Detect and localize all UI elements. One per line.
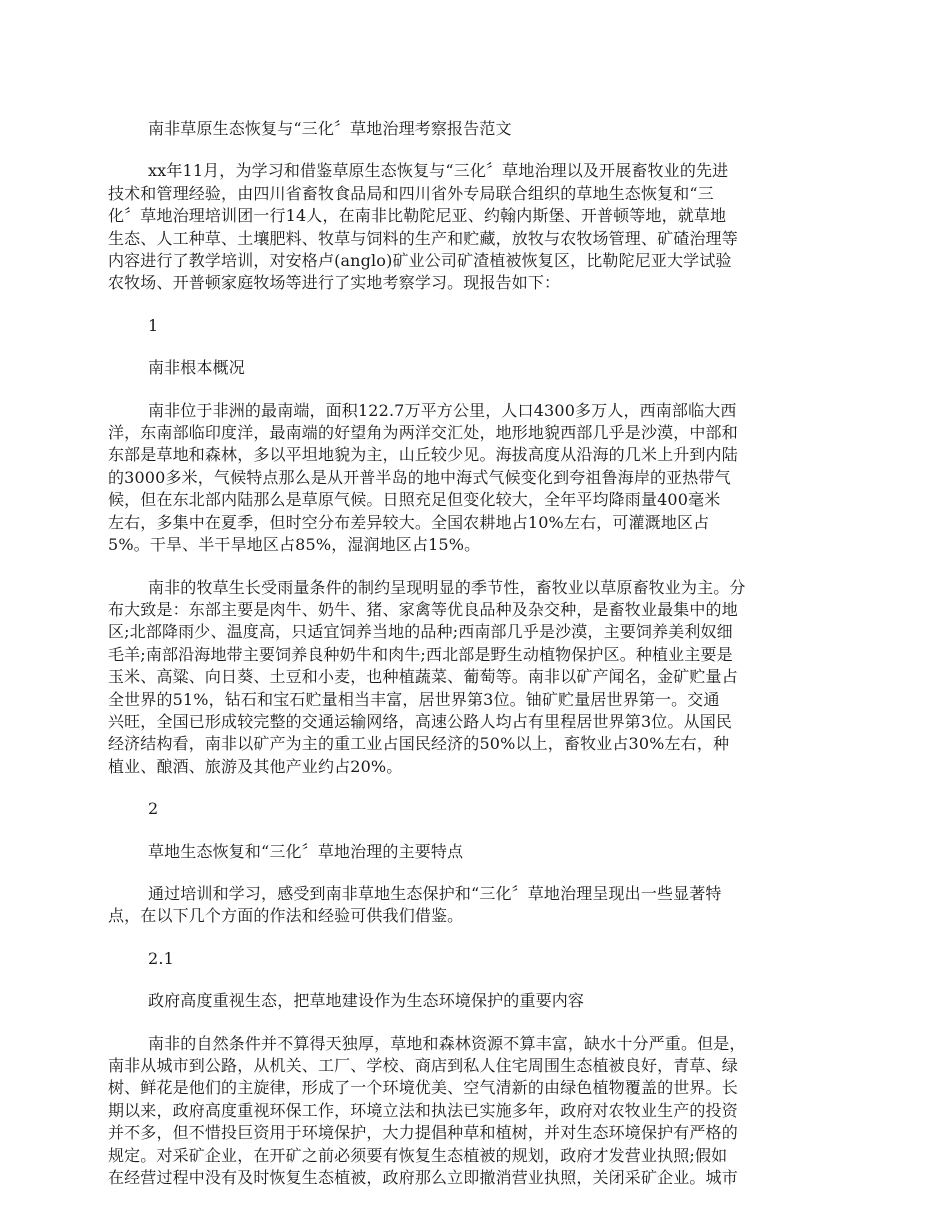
text-line: 树、鲜花是他们的主旋律，形成了一个环境优美、空气清新的由绿色植物覆盖的世界。长 [108,1078,738,1098]
paragraph [108,577,842,779]
text-line: 点，在以下几个方面的作法和经验可供我们借鉴。 [108,906,464,926]
text-line: 左右，多集中在夏季，但时空分布差异较大。全国农耕地占10%左右，可灌溉地区占 [108,512,710,532]
section-heading [108,841,842,863]
text-line: 2.1 [148,948,174,968]
text-line: 玉米、高粱、向日葵、土豆和小麦，也种植蔬菜、葡萄等。南非以矿产闻名，金矿贮量占 [108,667,738,687]
text-line: 南非的牧草生长受雨量条件的制约呈现明显的季节性，畜牧业以草原畜牧业为主。分 [148,577,746,597]
text-line: 内容进行了教学培训，对安格卢(anglo)矿业公司矿渣植被恢复区，比勒陀尼亚大学试验 [108,251,732,271]
text-line: 政府高度重视生态，把草地建设作为生态环境保护的重要内容 [148,991,585,1011]
section-heading [108,990,842,1012]
text-line: 规定。对采矿企业，在开矿之前必须要有恢复生态植被的规划，政府才发营业执照;假如 [108,1145,728,1165]
text-line: 候，但在东北部内陆那么是草原气候。日照充足但变化较大，全年平均降雨量400毫米 [108,490,721,510]
text-line: 5%。干旱、半干旱地区占85%，湿润地区占15%。 [108,535,481,555]
text-line: 草地生态恢复和“三化〞草地治理的主要特点 [148,841,464,861]
section-heading [108,798,842,820]
text-line: 农牧场、开普顿家庭牧场等进行了实地考察学习。现报告如下： [108,273,561,293]
paragraph [108,400,842,557]
paragraph [108,160,842,294]
paragraph [108,883,842,928]
text-line: 的3000多米，气候特点那么是从开普半岛的地中海式气候变化到夸祖鲁海岸的亚热带气 [108,467,731,487]
text-line: 经济结构看，南非以矿产为主的重工业占国民经济的50%以上，畜牧业占30%左右，种 [108,734,730,754]
text-line: 南非位于非洲的最南端，面积122.7万平方公里，人口4300多万人，西南部临大西 [148,400,737,420]
text-line: 化〞草地治理培训团一行14人，在南非比勒陀尼亚、约翰内斯堡、开普顿等地，就草地 [108,206,727,226]
text-line: 布大致是：东部主要是肉牛、奶牛、猪、家禽等优良品种及杂交种，是畜牧业最集中的地 [108,599,738,619]
text-line: 通过培训和学习，感受到南非草地生态保护和“三化〞草地治理呈现出一些显著特 [148,883,722,903]
text-line: 生态、人工种草、土壤肥料、牧草与饲料的生产和贮藏，放牧与农牧场管理、矿碴治理等 [108,228,738,248]
text-line: 全世界的51%，钻石和宝石贮量相当丰富，居世界第3位。铀矿贮量居世界第一。交通 [108,689,720,709]
text-line: 并不多，但不惜投巨资用于环境保护，大力提倡种草和植树，并对生态环境保护有严格的 [108,1123,738,1143]
document-body [108,160,842,1189]
text-line: 技术和管理经验，由四川省畜牧食品局和四川省外专局联合组织的草地生态恢复和“三 [108,183,714,203]
text-line: 植业、酿酒、旅游及其他产业约占20%。 [108,756,403,776]
section-heading [108,357,842,379]
text-line: 南非根本概况 [148,358,245,378]
text-line: 洋，东南部临印度洋，最南端的好望角为两洋交汇处，地形地貌西部几乎是沙漠，中部和 [108,423,738,443]
text-line: 南非从城市到公路，从机关、工厂、学校、商店到私人住宅周围生态植被良好，青草、绿 [108,1056,738,1075]
text-line: 在经营过程中没有及时恢复生态植被，政府那么立即撤消营业执照，关闭采矿企业。城市 [108,1168,738,1188]
document-page [108,118,842,1209]
text-line: 南非的自然条件并不算得天独厚，草地和森林资源不算丰富，缺水十分严重。但是， [148,1033,746,1053]
title-line: 南非草原生态恢复与“三化〞草地治理考察报告范文 [148,119,512,138]
text-line: 东部是草地和森林，多以平坦地貌为主，山丘较少见。海拔高度从沿海的几米上升到内陆 [108,445,738,465]
text-line: xx年11月，为学习和借鉴草原生态恢复与“三化〞草地治理以及开展畜牧业的先进 [148,161,729,181]
text-line: 兴旺，全国已形成较完整的交通运输网络，高速公路人均占有里程居世界第3位。从国民 [108,711,733,731]
text-line: 毛羊;南部沿海地带主要饲养良种奶牛和肉牛;西北部是野生动植物保护区。种植业主要是 [108,644,733,664]
section-heading [108,315,842,337]
text-line: 1 [148,315,159,335]
paragraph [108,1033,842,1190]
text-line: 区;北部降雨少、温度高，只适宜饲养当地的品种;西南部几乎是沙漠，主要饲养美利奴细 [108,622,733,642]
text-line: 期以来，政府高度重视环保工作，环境立法和执法已实施多年，政府对农牧业生产的投资 [108,1100,738,1120]
document-title [108,118,842,140]
section-heading [108,948,842,970]
text-line: 2 [148,799,159,819]
